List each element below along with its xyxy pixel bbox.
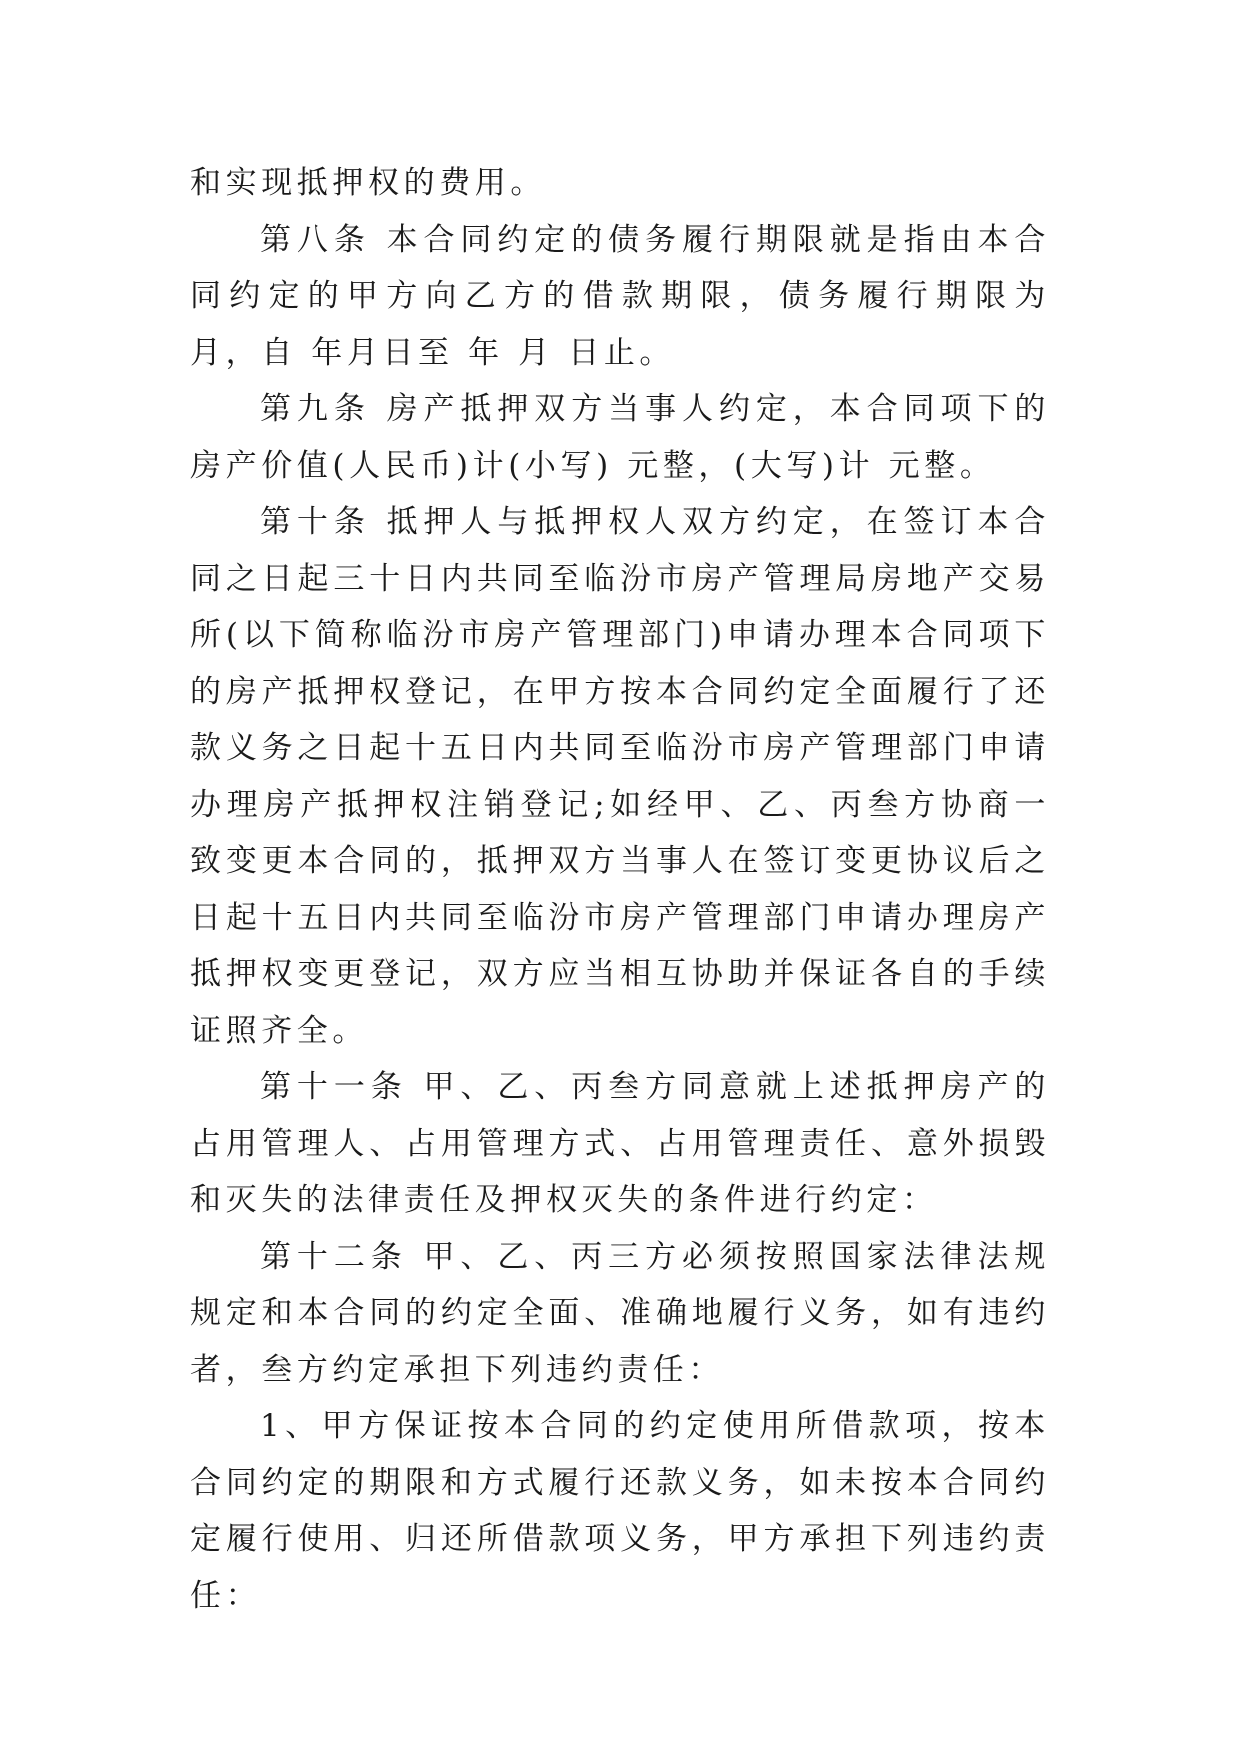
paragraph-item-1: 1、甲方保证按本合同的约定使用所借款项，按本合同约定的期限和方式履行还款义务，如未按本合同约定履行使用、归还所借款项义务，甲方承担下列违约责任： [190, 1408, 1050, 1614]
paragraph-article-10: 第十条 抵押人与抵押权人双方约定，在签订本合同之日起三十日内共同至临汾市房产管理局房地产交易所(以下简称临汾市房产管理部门)申请办理本合同项下的房产抵押权登记，在甲方按本合同约定全面履行了还款义务之日起十五日内共同至临汾市房产管理部门申请办理房产抵押权注销登记;如经甲、乙、丙叁方协商一致变更本合同的，抵押双方当事人在签订变更协议后之日起十五日内共同至临汾市房产管理部门申请办理房产抵押权变更登记，双方应当相互协助并保证各自的手续证照齐全。 [190, 504, 1050, 1049]
document-body [190, 155, 1050, 1624]
paragraph-continuation: 和实现抵押权的费用。 [190, 165, 546, 201]
paragraph-article-9: 第九条 房产抵押双方当事人约定，本合同项下的房产价值(人民币)计(小写) 元整，(大写)计 元整。 [190, 391, 1050, 484]
paragraph-article-11: 第十一条 甲、乙、丙叁方同意就上述抵押房产的占用管理人、占用管理方式、占用管理责任、意外损毁和灭失的法律责任及押权灭失的条件进行约定： [190, 1069, 1050, 1218]
paragraph-article-12: 第十二条 甲、乙、丙三方必须按照国家法律法规规定和本合同的约定全面、准确地履行义务，如有违约者，叁方约定承担下列违约责任： [190, 1238, 1050, 1388]
paragraph-article-8: 第八条 本合同约定的债务履行期限就是指由本合同约定的甲方向乙方的借款期限，债务履行期限为 月，自 年月日至 年 月 日止。 [190, 221, 1050, 371]
